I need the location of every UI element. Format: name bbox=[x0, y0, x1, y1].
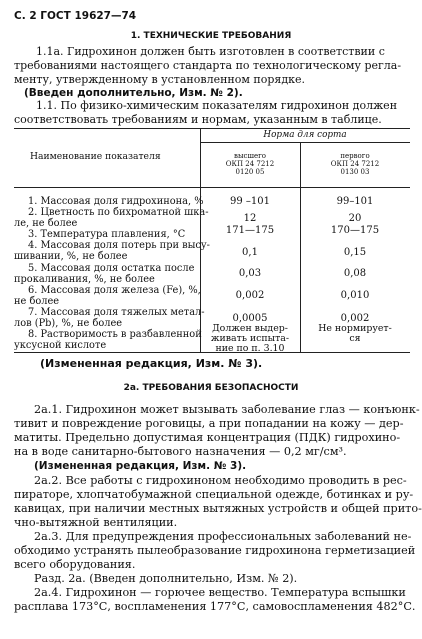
grade-first-code: 0130 03 bbox=[340, 168, 370, 176]
row-6-v1: 0,002 bbox=[235, 290, 265, 301]
p2a2-line4: чно-вытяжной вентиляции. bbox=[14, 516, 178, 529]
row-1-v1: 99 –101 bbox=[230, 196, 270, 207]
page-header: С. 2 ГОСТ 19627—74 bbox=[14, 10, 137, 22]
row-8-v2-b: ся bbox=[349, 333, 361, 344]
p2a3-line2: обходимо устранять пылеобразование гидрохинона герметизацией bbox=[14, 544, 416, 557]
row-8-v1-c: ние по п. 3.10 bbox=[215, 343, 285, 354]
p2a1-line2: тивит и повреждение роговицы, а при попадании на кожу — дер- bbox=[14, 417, 404, 430]
table-top-rule bbox=[14, 128, 410, 129]
grade-first bbox=[300, 152, 410, 176]
p2a1-line3: матиты. Предельно допустимая концентрация (ПДК) гидрохино- bbox=[14, 431, 401, 444]
section-title-2a: 2а. ТРЕБОВАНИЯ БЕЗОПАСНОСТИ bbox=[123, 383, 299, 393]
p2a2-line2: пираторе, хлопчатобумажной специальной одежде, ботинках и ру- bbox=[14, 488, 414, 501]
grade-top-name: высшего bbox=[234, 152, 266, 160]
grade-top-code: 0120 05 bbox=[235, 168, 265, 176]
row-2-v2: 20 bbox=[348, 213, 362, 224]
row-7-name-a: 7. Массовая доля тяжелых метал- bbox=[28, 307, 205, 318]
row-7-v2: 0,002 bbox=[340, 313, 370, 324]
table-header-rule bbox=[14, 187, 410, 188]
p11a-line2: требованиями настоящего стандарта по технологическому регла- bbox=[14, 59, 402, 72]
row-4-name-b: шивании, %, не более bbox=[14, 251, 128, 262]
note-added-2: (Введен дополнительно, Изм. № 2). bbox=[24, 87, 243, 99]
row-8-name-a: 8. Растворимость в разбавленной bbox=[28, 329, 202, 340]
row-8-name-b: уксусной кислоте bbox=[14, 340, 107, 351]
row-7-v1: 0,0005 bbox=[232, 313, 268, 324]
p11a-line3: менту, утвержденному в установленном порядке. bbox=[14, 73, 306, 86]
p11-line2: соответствовать требованиям и нормам, указанным в таблице. bbox=[14, 113, 382, 126]
row-2-name-a: 2. Цветность по бихроматной шка- bbox=[28, 207, 209, 218]
p2a2-line1: 2а.2. Все работы с гидрохиноном необходимо проводить в рес- bbox=[34, 474, 407, 487]
section-title-1: 1. ТЕХНИЧЕСКИЕ ТРЕБОВАНИЯ bbox=[130, 31, 292, 41]
grade-top bbox=[200, 152, 300, 176]
col-name-header: Наименование показателя bbox=[30, 151, 161, 162]
row-4-name-a: 4. Массовая доля потерь при высу- bbox=[28, 240, 210, 251]
note-changed-3a: (Измененная редакция, Изм. № 3). bbox=[40, 357, 263, 370]
row-8-v1 bbox=[200, 324, 300, 354]
row-8-v1-b: живать испыта- bbox=[210, 333, 290, 344]
row-7-name-b: лов (Pb), %, не более bbox=[14, 318, 123, 329]
row-5-name-b: прокаливания, %, не более bbox=[14, 274, 155, 285]
p2a1-line1: 2а.1. Гидрохинон может вызывать заболевание глаз — конъюнк- bbox=[34, 403, 420, 416]
grade-first-okp: ОКП 24 7212 bbox=[330, 160, 380, 168]
row-2-name-b: ле, не более bbox=[14, 218, 78, 229]
row-4-v2: 0,15 bbox=[343, 247, 367, 258]
p11a-line1: 1.1а. Гидрохинон должен быть изготовлен в соответствии с bbox=[36, 45, 385, 58]
row-6-name-a: 6. Массовая доля железа (Fe), %, bbox=[28, 285, 201, 296]
row-5-v1: 0,03 bbox=[238, 268, 262, 279]
row-8-v2-a: Не нормирует- bbox=[318, 323, 392, 334]
p2a2-line3: кавицах, при наличии местных вытяжных устройств и общей прито- bbox=[14, 502, 422, 515]
p11-line1: 1.1. По физико-химическим показателям гидрохинон должен bbox=[36, 99, 398, 112]
grade-first-name: первого bbox=[340, 152, 370, 160]
p2a3-line1: 2а.3. Для предупреждения профессиональных заболеваний не- bbox=[34, 530, 412, 543]
p-razd: Разд. 2а. (Введен дополнительно, Изм. № 2). bbox=[34, 572, 298, 585]
norm-header: Норма для сорта bbox=[263, 130, 347, 140]
p2a4-line1: 2а.4. Гидрохинон — горючее вещество. Температура вспышки bbox=[34, 586, 406, 599]
row-8-v1-a: Должен выдер- bbox=[212, 323, 288, 334]
row-2-v1: 12 bbox=[243, 213, 257, 224]
row-5-v2: 0,08 bbox=[343, 268, 367, 279]
row-3-name: 3. Температура плавления, °С bbox=[28, 229, 186, 240]
row-3-v1: 171—175 bbox=[225, 225, 275, 236]
row-8-v2 bbox=[300, 324, 410, 344]
row-4-v1: 0,1 bbox=[242, 247, 258, 258]
row-1-v2: 99–101 bbox=[336, 196, 374, 207]
p2a3-line3: всего оборудования. bbox=[14, 558, 136, 571]
p2a1-line4: на в воде санитарно-бытового назначения — 0,2 мг/см³. bbox=[14, 445, 347, 458]
row-3-v2: 170—175 bbox=[330, 225, 380, 236]
grade-top-okp: ОКП 24 7212 bbox=[225, 160, 275, 168]
table-norm-rule bbox=[200, 142, 410, 143]
note-changed-3b: (Измененная редакция, Изм. № 3). bbox=[34, 460, 247, 472]
row-5-name-a: 5. Массовая доля остатка после bbox=[28, 263, 195, 274]
row-1-name: 1. Массовая доля гидрохинона, % bbox=[28, 196, 204, 207]
row-6-v2: 0,010 bbox=[340, 290, 370, 301]
p2a4-line2: расплава 173°С, воспламенения 177°С, самовоспламенения 482°С. bbox=[14, 600, 416, 613]
row-6-name-b: не более bbox=[14, 296, 60, 307]
